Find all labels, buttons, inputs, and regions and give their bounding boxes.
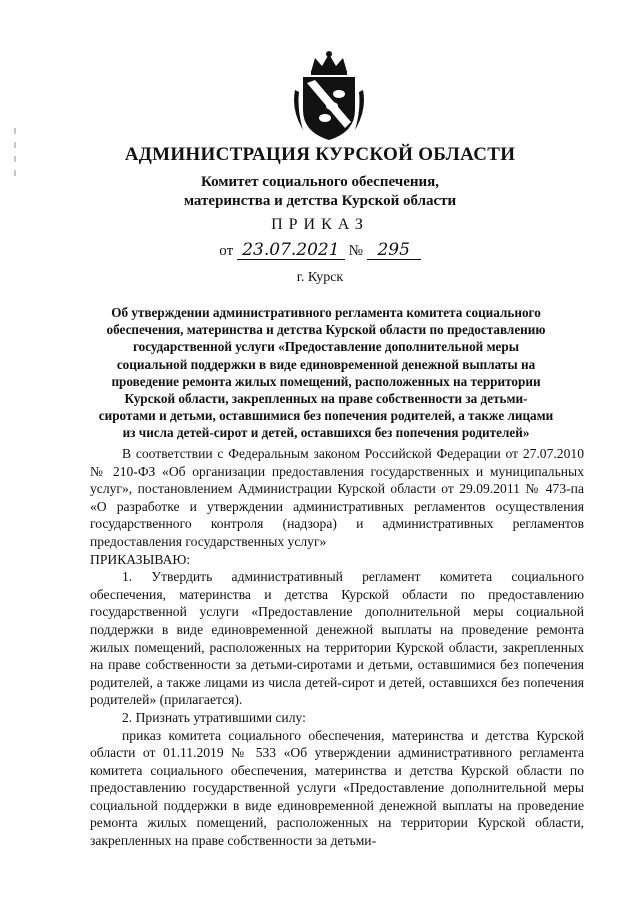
title-line: обеспечения, материнства и детства Курской области по предоставлению — [106, 322, 546, 338]
document-body — [90, 445, 584, 850]
preamble-paragraph: В соответствии с Федеральным законом Российской Федерации от 27.07.2010 № 210-ФЗ «Об организации предоставления государственных и муниципальных услуг», постановлением Администрации Курской области от 29.09.2011 № 473-па «О разработке и утверждении административных регламентов осуществления государственного контроля (надзора) и административных регламентов предоставления государственных услуг» — [90, 446, 584, 549]
document-title — [94, 304, 558, 442]
item-2-heading: 2. Признать утратившими силу: — [122, 709, 306, 725]
committee-name — [0, 173, 640, 211]
decree-word: ПРИКАЗЫВАЮ: — [90, 551, 191, 567]
title-line: Курской области, закрепленных на праве собственности за детьми- — [124, 391, 528, 407]
committee-line-1: Комитет социального обеспечения, — [200, 174, 440, 190]
organization-name: АДМИНИСТРАЦИЯ КУРСКОЙ ОБЛАСТИ — [124, 144, 516, 165]
order-date: 23.07.2021 — [237, 241, 345, 260]
order-number: 295 — [367, 241, 421, 260]
title-line: государственной услуги «Предоставление дополнительной меры — [132, 339, 520, 355]
title-line: проведение ремонта жилых помещений, расположенных на территории — [111, 373, 541, 389]
order-date-number — [0, 241, 640, 260]
committee-line-2: материнства и детства Курской области — [183, 193, 457, 209]
title-line: Об утверждении административного регламента комитета социального — [111, 305, 541, 320]
coat-of-arms-icon — [289, 50, 369, 142]
item-1-paragraph: 1. Утвердить административный регламент комитета социального обеспечения, материнства и детства Курской области по предоставлению государственной услуги «Предоставление дополнительной меры социальной поддержки в виде единовременной денежной выплаты на проведение ремонта жилых помещений, расположенных на территории Курской области, закрепленных на праве собственности за детьми-сиротами и детьми, оставшимися без попечения родителей, а также лицами из числа детей-сирот и детей, оставшихся без попечения родителей» (прилагается). — [90, 569, 584, 708]
city-name: г. Курск — [296, 270, 344, 285]
title-line: сиротами и детьми, оставшимися без попечения родителей, а также лицами — [98, 408, 554, 424]
order-heading: ПРИКАЗ — [271, 216, 369, 233]
title-line: социальной поддержки в виде единовременной денежной выплаты на — [116, 356, 536, 372]
number-prefix: № — [348, 243, 363, 259]
date-prefix: от — [219, 243, 234, 259]
title-line: из числа детей-сирот и детей, оставшихся без попечения родителей» — [122, 425, 530, 441]
item-2-paragraph: приказ комитета социального обеспечения, материнства и детства Курской области от 01.11.2019 № 533 «Об утверждении административного регламента комитета социального обеспечения, материнства и детства Курской области по предоставлению государственной услуги «Предоставление дополнительной меры социальной поддержки в виде единовременной денежной выплаты на проведение ремонта жилых помещений, расположенных на территории Курской области, закрепленных на праве собственности за детьми- — [90, 727, 584, 849]
